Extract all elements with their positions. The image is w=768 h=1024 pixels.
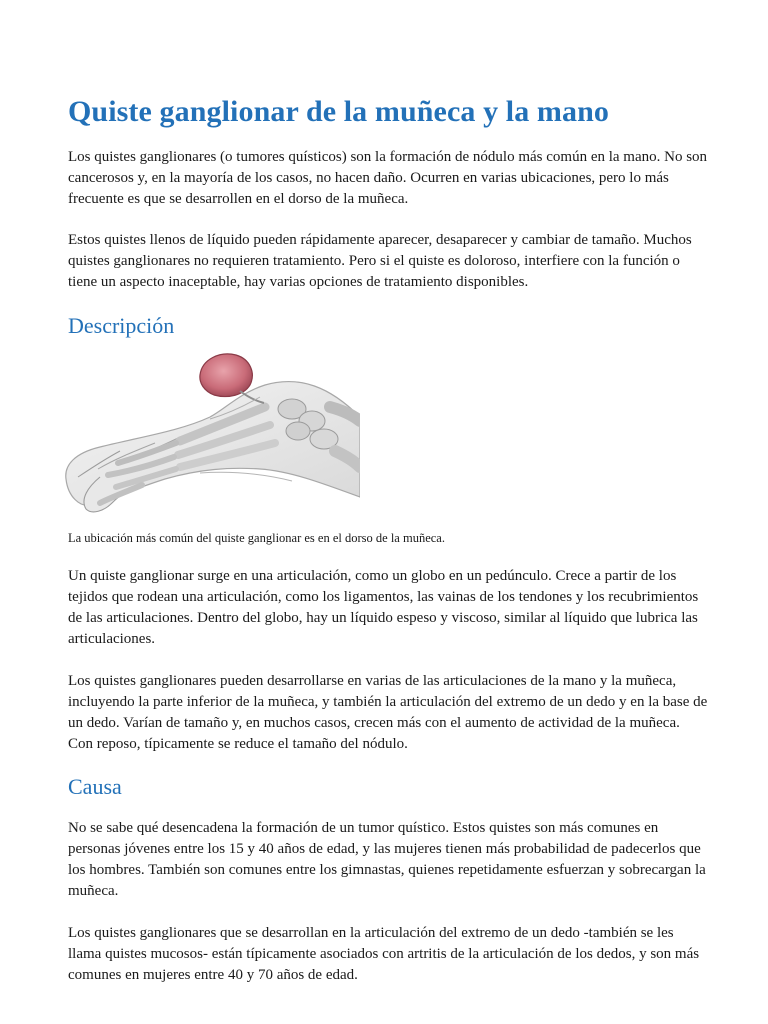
- intro-paragraph-1: Los quistes ganglionares (o tumores quísticos) son la formación de nódulo más común en la mano. No son cancerosos y, en la mayoría de los casos, no hacen daño. Ocurren en varias ubicaciones, pero lo más frecuente es que se desarrollen en el dorso de la muñeca.: [68, 149, 708, 207]
- hand-wrist-ganglion-cyst-illustration: [60, 347, 360, 517]
- causa-paragraph-1: No se sabe qué desencadena la formación de un tumor quístico. Estos quistes son más comunes en personas jóvenes entre los 15 y 40 años de edad, y las mujeres tienen más probabilidad de padecerlos que los hombres. También son comunes entre los gimnastas, quienes repetidamente esfuerzan y sobrecargan la muñeca.: [68, 820, 706, 899]
- ganglion-cyst-icon: [200, 354, 252, 397]
- causa-paragraph-2: Los quistes ganglionares que se desarrollan en la articulación del extremo de un dedo -también se les llama quistes mucosos- están típicamente asociados con artritis de la articulación de los dedos, y son más comunes en mujeres entre 40 y 70 años de edad.: [68, 925, 700, 983]
- figure-caption: La ubicación más común del quiste ganglionar es en el dorso de la muñeca.: [68, 531, 445, 545]
- section-heading-descripcion: Descripción: [68, 313, 175, 338]
- document-page: [68, 94, 708, 986]
- hand-illustration: [60, 347, 360, 517]
- section-heading-causa: Causa: [68, 774, 122, 799]
- intro-paragraph-2: Estos quistes llenos de líquido pueden rápidamente aparecer, desaparecer y cambiar de tamaño. Muchos quistes ganglionares no requieren tratamiento. Pero si el quiste es doloroso, interfiere con la función o tiene un aspecto inaceptable, hay varias opciones de tratamiento disponibles.: [68, 232, 692, 290]
- descripcion-paragraph-1: Un quiste ganglionar surge en una articulación, como un globo en un pedúnculo. Crece a partir de los tejidos que rodean una articulación, como los ligamentos, las vainas de los tendones y los recubrimientos de las articulaciones. Dentro del globo, hay un líquido espeso y viscoso, similar al líquido que lubrica las articulaciones.: [68, 568, 699, 647]
- descripcion-paragraph-2: Los quistes ganglionares pueden desarrollarse en varias de las articulaciones de la mano y la muñeca, incluyendo la parte inferior de la muñeca, y también la articulación del extremo de un dedo y en la base de un dedo. Varían de tamaño y, en muchos casos, crecen más con el aumento de actividad de la muñeca. Con reposo, típicamente se reduce el tamaño del nódulo.: [68, 673, 708, 752]
- page-title: Quiste ganglionar de la muñeca y la mano: [68, 95, 609, 128]
